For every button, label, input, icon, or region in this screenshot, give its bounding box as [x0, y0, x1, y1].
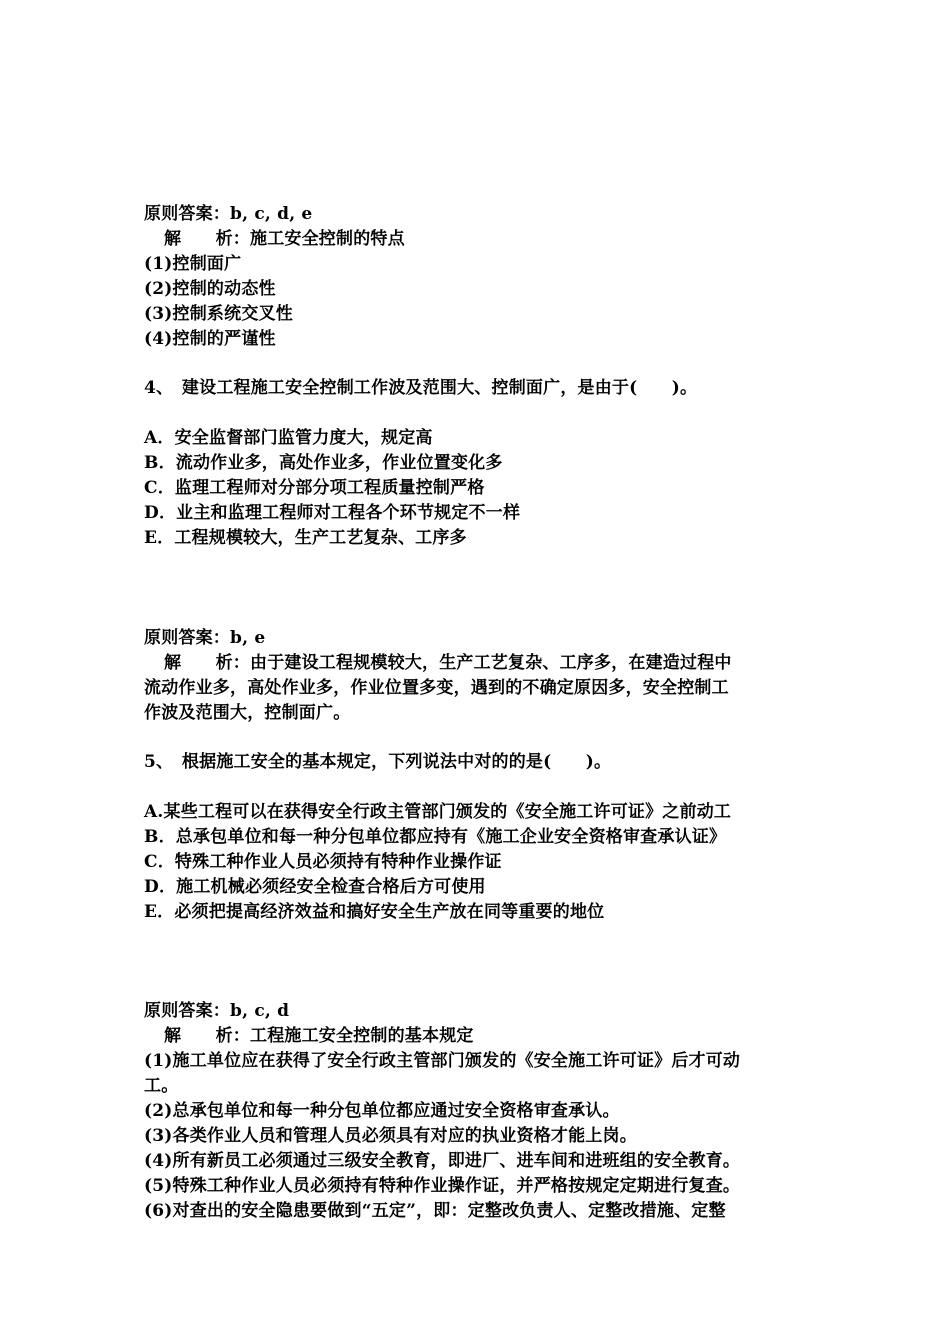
answer-line: 原则答案：b, e [144, 628, 266, 648]
option-a: A.某些工程可以在获得安全行政主管部门颁发的《安全施工许可证》之前动工 [144, 802, 732, 822]
analysis-line: 解 析：工程施工安全控制的基本规定 [164, 1026, 474, 1046]
list-item: (3)控制系统交叉性 [144, 304, 293, 324]
list-item: (4)所有新员工必须通过三级安全教育，即进厂、进车间和进班组的安全教育。 [144, 1151, 741, 1171]
option-c: C．特殊工种作业人员必须持有特种作业操作证 [144, 852, 502, 872]
question-5: 5、 根据施工安全的基本规定，下列说法中对的的是( )。 [144, 752, 612, 772]
list-item: (1)施工单位应在获得了安全行政主管部门颁发的《安全施工许可证》后才可动 [144, 1051, 741, 1071]
option-b: B．总承包单位和每一种分包单位都应持有《施工企业安全资格审查承认证》 [144, 827, 727, 847]
analysis-line: 解 析：由于建设工程规模较大，生产工艺复杂、工序多，在建造过程中 [164, 653, 732, 673]
option-c: C．监理工程师对分部分项工程质量控制严格 [144, 478, 485, 498]
option-e: E．工程规模较大，生产工艺复杂、工序多 [144, 528, 467, 548]
list-item: (4)控制的严谨性 [144, 329, 276, 349]
option-e: E．必须把提高经济效益和搞好安全生产放在同等重要的地位 [144, 902, 605, 922]
analysis-line: 流动作业多，高处作业多，作业位置多变，遇到的不确定原因多，安全控制工 [144, 678, 729, 698]
list-item: (6)对查出的安全隐患要做到“五定”，即：定整改负责人、定整改措施、定整 [144, 1201, 726, 1221]
list-item: (5)特殊工种作业人员必须持有特种作业操作证，并严格按规定定期进行复查。 [144, 1176, 741, 1196]
analysis-line: 作波及范围大，控制面广。 [144, 703, 351, 723]
option-b: B．流动作业多，高处作业多，作业位置变化多 [144, 453, 503, 473]
list-item: 工。 [144, 1076, 179, 1096]
list-item: (2)总承包单位和每一种分包单位都应通过安全资格审查承认。 [144, 1101, 620, 1121]
list-item: (1)控制面广 [144, 254, 242, 274]
list-item: (3)各类作业人员和管理人员必须具有对应的执业资格才能上岗。 [144, 1126, 637, 1146]
option-a: A．安全监督部门监管力度大，规定高 [144, 428, 433, 448]
option-d: D．施工机械必须经安全检查合格后方可使用 [144, 877, 486, 897]
analysis-line: 解 析：施工安全控制的特点 [164, 229, 405, 249]
question-4: 4、 建设工程施工安全控制工作波及范围大、控制面广，是由于( )。 [144, 378, 698, 398]
list-item: (2)控制的动态性 [144, 279, 276, 299]
answer-line: 原则答案：b, c, d [144, 1001, 290, 1021]
option-d: D．业主和监理工程师对工程各个环节规定不一样 [144, 503, 521, 523]
answer-line: 原则答案：b, c, d, e [144, 204, 313, 224]
